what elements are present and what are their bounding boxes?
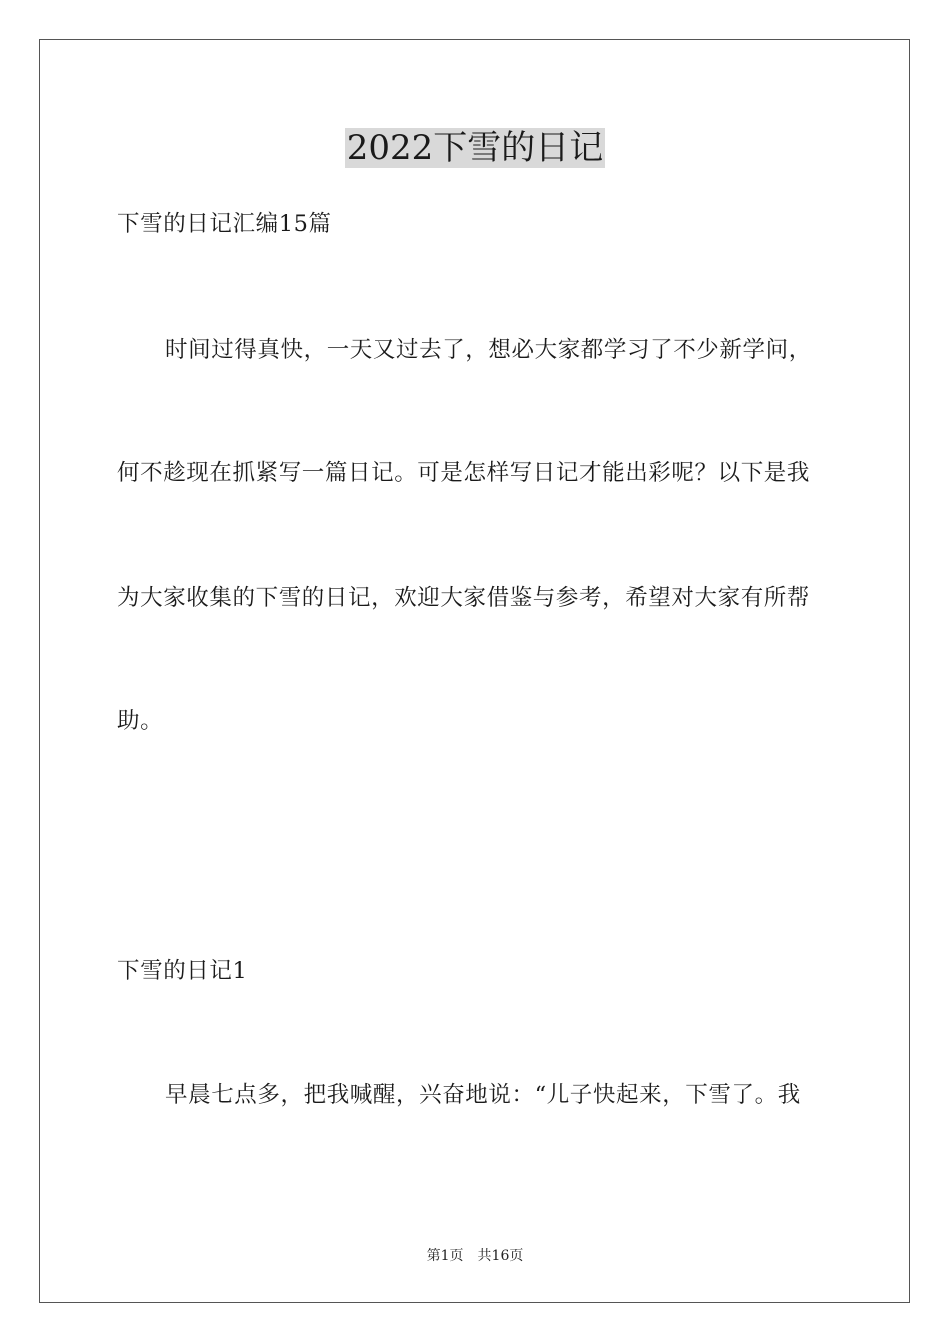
document-title bbox=[0, 124, 950, 172]
document-title-text: 2022下雪的日记 bbox=[346, 128, 604, 168]
section-heading: 下雪的日记1 bbox=[117, 958, 248, 984]
page-footer bbox=[0, 1246, 950, 1266]
page-total: 共16页 bbox=[477, 1248, 524, 1264]
paragraph-line: 助。 bbox=[117, 708, 164, 734]
page-number: 第1页 bbox=[426, 1248, 464, 1264]
document-subtitle: 下雪的日记汇编15篇 bbox=[117, 211, 332, 237]
paragraph-line: 何不趁现在抓紧写一篇日记。可是怎样写日记才能出彩呢？以下是我 bbox=[117, 460, 811, 486]
paragraph-line: 早晨七点多，把我喊醒，兴奋地说：“儿子快起来，下雪了。我 bbox=[165, 1082, 801, 1108]
paragraph-line: 为大家收集的下雪的日记，欢迎大家借鉴与参考，希望对大家有所帮 bbox=[117, 585, 811, 611]
paragraph-line: 时间过得真快，一天又过去了，想必大家都学习了不少新学问， bbox=[165, 337, 812, 363]
